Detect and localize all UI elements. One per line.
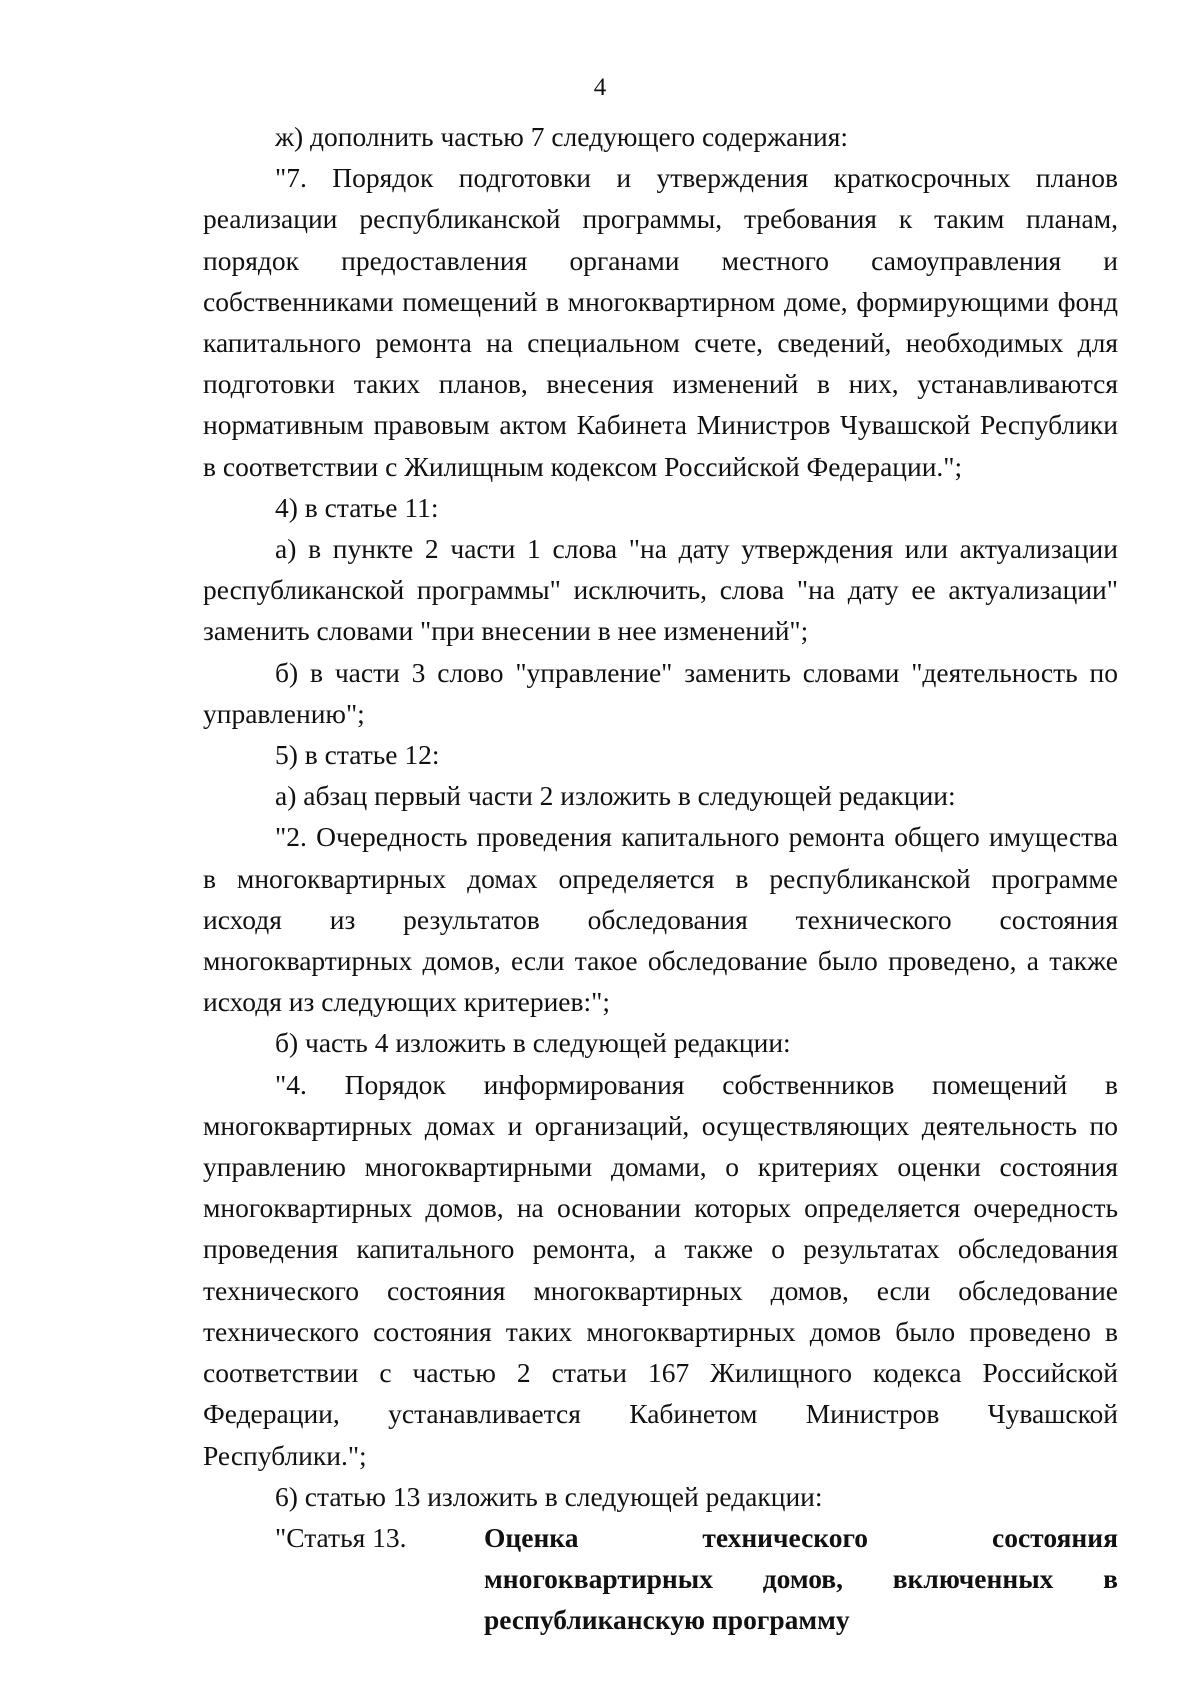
paragraph-part-2-text: "2. Очередность проведения капитального ремонта общего имущества в многоквартирных домах определяется в республиканской программе исходя из результатов обследования технического состояния многоквартирных домов, если такое обследование было проведено, а также исходя из следующих критериев:"; — [203, 821, 1118, 1018]
paragraph-article-13-intro: 6) статью 13 изложить в следующей редакции: — [275, 1480, 823, 1512]
paragraph-part-7-text: "7. Порядок подготовки и утверждения краткосрочных планов реализации республиканской программы, требования к таким планам, порядок предоставления органами местного самоуправления и собственниками помещений в многоквартирном доме, формирующими фонд капитального ремонта на специальном счете, сведений, необходимых для подготовки таких планов, внесения изменений в них, устанавливаются нормативным правовым актом Кабинета Министров Чувашской Республики в соответствии с Жилищным кодексом Российской Федерации."; — [203, 162, 1118, 482]
paragraph-article-12-b: б) часть 4 изложить в следующей редакции: — [275, 1027, 791, 1059]
paragraph-article-12-a: а) абзац первый части 2 изложить в следующей редакции: — [275, 780, 956, 812]
article-13-title: Оценка технического состояния многоквартирных домов, включенных в республиканскую программу — [484, 1521, 1118, 1636]
document-body — [203, 116, 1118, 1641]
paragraph-part-4-text: "4. Порядок информирования собственников помещений в многоквартирных домах и организаций, осуществляющих деятельность по управлению многоквартирными домами, о критериях оценки состояния многоквартирных домов, на основании которых определяется очередность проведения капитального ремонта, а также о результатах обследования технического состояния многоквартирных домов, если обследование технического состояния таких многоквартирных домов было проведено в соответствии с частью 2 статьи 167 Жилищного кодекса Российской Федерации, устанавливается Кабинетом Министров Чувашской Республики."; — [203, 1068, 1118, 1471]
page-number: 4 — [593, 74, 607, 101]
paragraph-article-11-a: а) в пункте 2 части 1 слова "на дату утверждения или актуализации республиканской программы" исключить, слова "на дату ее актуализации" заменить словами "при внесении в нее изменений"; — [203, 533, 1118, 647]
paragraph-article-11: 4) в статье 11: — [275, 491, 439, 523]
article-13-heading — [203, 1517, 1118, 1641]
paragraph-article-11-b: б) в части 3 слово "управление" заменить словами "деятельность по управлению"; — [203, 656, 1118, 729]
paragraph-article-12: 5) в статье 12: — [275, 739, 440, 771]
article-13-number: "Статья 13. — [275, 1521, 407, 1553]
paragraph-amendment-zh: ж) дополнить частью 7 следующего содержания: — [275, 121, 849, 152]
